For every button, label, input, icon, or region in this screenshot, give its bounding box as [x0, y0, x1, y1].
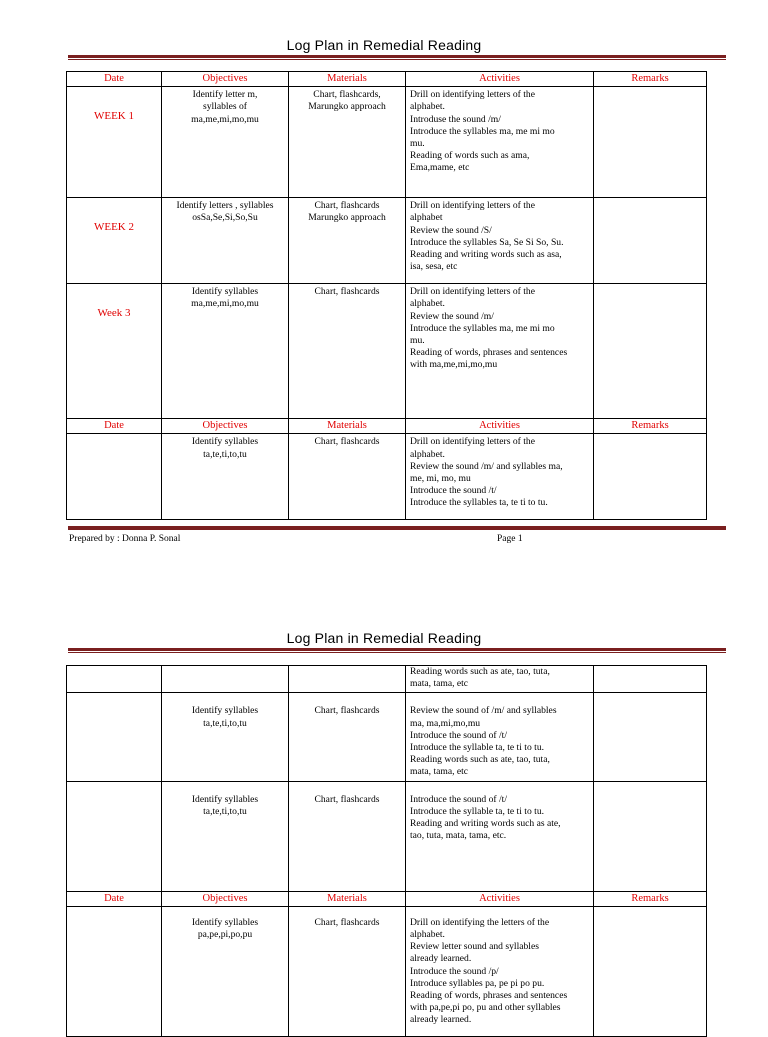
date-cell: WEEK 1	[67, 87, 162, 198]
cell-line: Introduce the syllables Sa, Se Si So, Su.	[410, 236, 564, 248]
remarks-cell	[594, 87, 707, 198]
remarks-cell	[594, 666, 707, 693]
log-table-page2	[66, 665, 707, 1037]
cell-line: Drill on identifying letters of the	[410, 89, 535, 101]
cell-line: mata, tama, etc	[410, 678, 469, 690]
cell-line: alphabet	[410, 212, 443, 224]
cell-line: ta,te,ti,to,tu	[203, 717, 247, 729]
activities-cell	[406, 198, 594, 284]
cell-line: tao, tuta, mata, tama, etc.	[410, 830, 507, 842]
remarks-cell	[594, 198, 707, 284]
table-row	[67, 906, 707, 1036]
header-activities: Activities	[406, 72, 594, 87]
header-row	[67, 419, 707, 434]
remarks-cell	[594, 284, 707, 419]
cell-line: ma,me,mi,mo,mu	[191, 113, 259, 125]
cell-line: alphabet.	[410, 448, 445, 460]
cell-line: Reading and writing words such as ate,	[410, 818, 561, 830]
activities-cell	[406, 434, 594, 520]
date-cell: WEEK 2	[67, 198, 162, 284]
materials-cell	[289, 87, 406, 198]
cell-line: isa, sesa, etc	[410, 261, 458, 273]
cell-line: Reading words such as ate, tao, tuta,	[410, 666, 550, 677]
prepared-by: Prepared by : Donna P. Sonal	[69, 534, 181, 544]
cell-line: Chart, flashcards	[314, 916, 380, 928]
objectives-cell	[162, 693, 289, 781]
remarks-cell	[594, 434, 707, 520]
cell-line: Introduce the syllable ta, te ti to tu.	[410, 742, 545, 754]
cell-line: Introduce the sound /p/	[410, 965, 499, 977]
cell-line: ta,te,ti,to,tu	[203, 448, 247, 460]
cell-line: already learned.	[410, 1014, 472, 1026]
table-row	[67, 666, 707, 693]
cell-line: Introduce the syllables ta, te ti to tu.	[410, 497, 548, 509]
cell-line: Drill on identifying the letters of the	[410, 916, 550, 928]
cell-line: Chart, flashcards,	[313, 89, 381, 101]
cell-line: Chart, flashcards	[314, 286, 380, 298]
table-row	[67, 284, 707, 419]
cell-line: Reading and writing words such as asa,	[410, 249, 562, 261]
activities-cell	[406, 906, 594, 1036]
header-objectives: Objectives	[162, 891, 289, 906]
date-cell	[67, 434, 162, 520]
cell-line: Introduce the syllable ta, te ti to tu.	[410, 805, 545, 817]
remarks-cell	[594, 693, 707, 781]
date-cell: Week 3	[67, 284, 162, 419]
header-remarks: Remarks	[594, 419, 707, 434]
materials-cell	[289, 198, 406, 284]
header-activities: Activities	[406, 419, 594, 434]
header-objectives: Objectives	[162, 419, 289, 434]
cell-line: Introduce syllables pa, pe pi po pu.	[410, 977, 545, 989]
activities-cell	[406, 693, 594, 781]
activities-cell	[406, 666, 594, 693]
materials-cell	[289, 693, 406, 781]
header-date: Date	[67, 419, 162, 434]
cell-line: Identify syllables	[191, 916, 259, 928]
table-row	[67, 781, 707, 891]
cell-line: Review letter sound and syllables	[410, 941, 539, 953]
table-row	[67, 693, 707, 781]
cell-line: syllables of	[203, 101, 247, 113]
objectives-cell	[162, 87, 289, 198]
cell-line: Introduse the sound /m/	[410, 113, 501, 125]
log-table-page1	[66, 71, 707, 520]
header-materials: Materials	[289, 419, 406, 434]
cell-line: Review the sound of /m/ and syllables	[410, 705, 557, 717]
objectives-cell	[162, 781, 289, 891]
cell-line: alphabet.	[410, 298, 445, 310]
materials-cell	[289, 906, 406, 1036]
page-title: Log Plan in Remedial Reading	[286, 37, 482, 53]
cell-line: ta,te,ti,to,tu	[203, 805, 247, 817]
cell-line: Drill on identifying letters of the	[410, 286, 535, 298]
cell-line: Drill on identifying letters of the	[410, 436, 535, 448]
cell-line: Chart, flashcards	[314, 436, 380, 448]
cell-line: Reading of words such as ama,	[410, 150, 530, 162]
header-remarks: Remarks	[594, 72, 707, 87]
cell-line: mu.	[410, 138, 425, 150]
title-rule	[68, 55, 726, 60]
cell-line: Identify letters , syllables	[176, 200, 274, 212]
objectives-cell	[162, 434, 289, 520]
cell-line: Reading words such as ate, tao, tuta,	[410, 754, 550, 766]
cell-line: alphabet.	[410, 101, 445, 113]
header-row	[67, 72, 707, 87]
date-cell	[67, 781, 162, 891]
materials-cell	[289, 781, 406, 891]
cell-line: Introduce the syllables ma, me mi mo	[410, 125, 555, 137]
header-objectives: Objectives	[162, 72, 289, 87]
cell-line: Introduce the sound /t/	[410, 485, 497, 497]
cell-line: Drill on identifying letters of the	[410, 200, 535, 212]
date-cell	[67, 693, 162, 781]
table-row	[67, 87, 707, 198]
table-row	[67, 434, 707, 520]
cell-line: Introduce the sound of /t/	[410, 793, 507, 805]
remarks-cell	[594, 781, 707, 891]
materials-cell	[289, 666, 406, 693]
objectives-cell	[162, 198, 289, 284]
cell-line: Marungko approach	[308, 101, 386, 113]
cell-line: alphabet.	[410, 929, 445, 941]
cell-line: Review the sound /m/ and syllables ma,	[410, 460, 563, 472]
activities-cell	[406, 284, 594, 419]
cell-line: Identify letter m,	[192, 89, 258, 101]
activities-cell	[406, 781, 594, 891]
cell-line: Ema,mame, etc	[410, 162, 470, 174]
cell-line: Identify syllables	[191, 793, 259, 805]
cell-line: already learned.	[410, 953, 472, 965]
activities-cell	[406, 87, 594, 198]
header-materials: Materials	[289, 891, 406, 906]
cell-line: Chart, flashcards	[314, 705, 380, 717]
footer-rule	[68, 525, 726, 530]
cell-line: Identify syllables	[191, 705, 259, 717]
title-rule	[68, 648, 726, 653]
cell-line: Marungko approach	[308, 212, 386, 224]
objectives-cell	[162, 284, 289, 419]
date-cell	[67, 906, 162, 1036]
date-cell	[67, 666, 162, 693]
cell-line: ma,me,mi,mo,mu	[191, 298, 259, 310]
cell-line: Reading of words, phrases and sentences	[410, 990, 568, 1002]
cell-line: Chart, flashcards	[314, 793, 380, 805]
cell-line: Review the sound /m/	[410, 310, 494, 322]
cell-line: Introduce the sound of /t/	[410, 729, 507, 741]
cell-line: Review the sound /S/	[410, 224, 492, 236]
objectives-cell	[162, 666, 289, 693]
page-number: Page 1	[497, 534, 523, 544]
objectives-cell	[162, 906, 289, 1036]
cell-line: me, mi, mo, mu	[410, 473, 471, 485]
materials-cell	[289, 284, 406, 419]
header-materials: Materials	[289, 72, 406, 87]
page-title: Log Plan in Remedial Reading	[286, 630, 482, 646]
cell-line: mu.	[410, 335, 425, 347]
cell-line: with ma,me,mi,mo,mu	[410, 359, 498, 371]
header-date: Date	[67, 891, 162, 906]
header-activities: Activities	[406, 891, 594, 906]
header-date: Date	[67, 72, 162, 87]
materials-cell	[289, 434, 406, 520]
cell-line: Reading of words, phrases and sentences	[410, 347, 568, 359]
header-remarks: Remarks	[594, 891, 707, 906]
cell-line: osSa,Se,Si,So,Su	[192, 212, 258, 224]
cell-line: with pa,pe,pi po, pu and other syllables	[410, 1002, 561, 1014]
remarks-cell	[594, 906, 707, 1036]
cell-line: Introduce the syllables ma, me mi mo	[410, 322, 555, 334]
cell-line: pa,pe,pi,po,pu	[197, 929, 253, 941]
table-row	[67, 198, 707, 284]
cell-line: Identify syllables	[191, 436, 259, 448]
cell-line: Chart, flashcards	[314, 200, 380, 212]
cell-line: ma, ma,mi,mo,mu	[410, 717, 481, 729]
cell-line: Identify syllables	[191, 286, 259, 298]
cell-line: mata, tama, etc	[410, 766, 469, 778]
header-row	[67, 891, 707, 906]
